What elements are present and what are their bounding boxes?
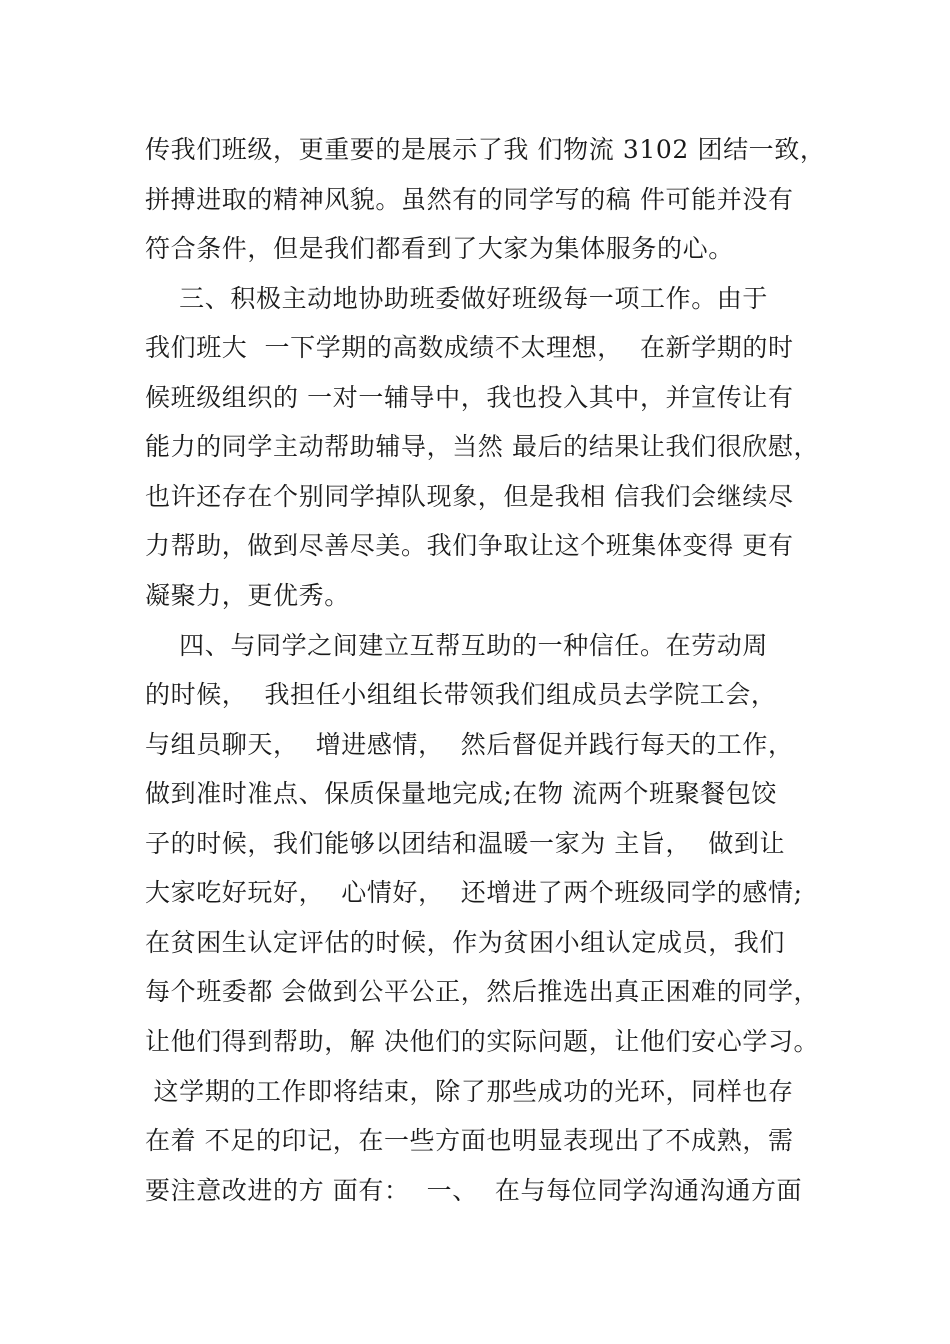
text-line: 四、与同学之间建立互帮互助的一种信任。在劳动周 <box>145 631 768 660</box>
text-line: 在着 不足的印记，在一些方面也明显表现出了不成熟，需 <box>145 1126 794 1155</box>
text-line: 这学期的工作即将结束，除了那些成功的光环，同样也存 <box>145 1077 794 1106</box>
text-line: 的时候， 我担任小组组长带领我们组成员去学院工会， <box>145 680 777 709</box>
text-line: 候班级组织的 一对一辅导中，我也投入其中，并宣传让有 <box>145 383 794 412</box>
text-line: 传我们班级，更重要的是展示了我 们物流 3102 团结一致， <box>145 135 826 164</box>
text-line: 也许还存在个别同学掉队现象，但是我相 信我们会继续尽 <box>145 482 794 511</box>
text-line: 符合条件，但是我们都看到了大家为集体服务的心。 <box>145 234 734 263</box>
text-line: 三、积极主动地协助班委做好班级每一项工作。由于 <box>145 284 768 313</box>
text-line: 做到准时准点、保质保量地完成;在物 流两个班聚餐包饺 <box>145 779 777 808</box>
text-line: 让他们得到帮助，解 决他们的实际问题，让他们安心学习。 <box>145 1027 820 1056</box>
text-line: 在贫困生认定评估的时候，作为贫困小组认定成员，我们 <box>145 928 786 957</box>
text-line: 与组员聊天， 增进感情， 然后督促并践行每天的工作， <box>145 730 794 759</box>
text-line: 大家吃好玩好， 心情好， 还增进了两个班级同学的感情; <box>145 878 803 907</box>
text-line: 子的时候，我们能够以团结和温暖一家为 主旨， 做到让 <box>145 829 786 858</box>
text-line: 凝聚力，更优秀。 <box>145 581 350 610</box>
text-line: 我们班大 一下学期的高数成绩不太理想， 在新学期的时 <box>145 333 794 362</box>
text-line: 能力的同学主动帮助辅导，当然 最后的结果让我们很欣慰， <box>145 432 820 461</box>
text-line: 每个班委都 会做到公平公正，然后推选出真正困难的同学， <box>145 977 820 1006</box>
text-line: 要注意改进的方 面有： 一、 在与每位同学沟通沟通方面 <box>145 1176 803 1205</box>
text-line: 力帮助，做到尽善尽美。我们争取让这个班集体变得 更有 <box>145 531 794 560</box>
text-line: 拼搏进取的精神风貌。虽然有的同学写的稿 件可能并没有 <box>145 185 794 214</box>
